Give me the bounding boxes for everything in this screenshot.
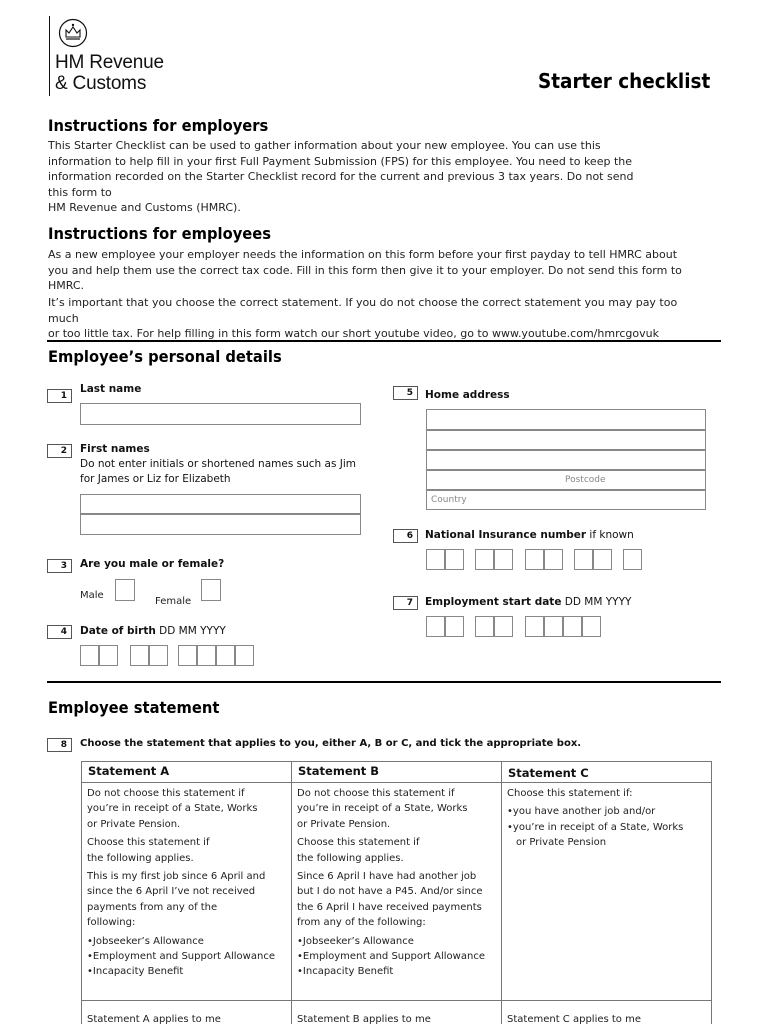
dob-day-1[interactable] — [80, 645, 99, 666]
crown-crest-icon — [58, 18, 88, 48]
male-checkbox[interactable] — [115, 579, 135, 601]
start-year-2[interactable] — [544, 616, 563, 637]
ni-cell-7[interactable] — [574, 549, 593, 570]
dob-year-2[interactable] — [197, 645, 216, 666]
employees-heading: Instructions for employees — [48, 224, 272, 243]
employers-text: This Starter Checklist can be used to gather information about your new employee. You can use this information to help fill in your first Full Payment Submission (FPS) for this employee. You need to keep the information recorded on the Starter Checklist record for the current and previous 3 tax years. Do not send this form to HM Revenue and Customs (HMRC). — [48, 139, 634, 214]
list-item: • you’re in receipt of a State, Works — [507, 820, 706, 835]
male-label: Male — [80, 590, 104, 601]
logo-divider — [49, 16, 50, 96]
list-item: • Employment and Support Allowance — [297, 949, 496, 964]
female-label: Female — [155, 596, 192, 607]
list-item: • Jobseeker’s Allowance — [87, 934, 286, 949]
dob-year-1[interactable] — [178, 645, 197, 666]
country-input[interactable] — [426, 490, 706, 510]
employee-statement-heading: Employee statement — [48, 698, 220, 717]
employers-heading: Instructions for employers — [48, 116, 269, 135]
page-title: Starter checklist — [537, 69, 710, 93]
statement-c-applies[interactable]: Statement C applies to me — [502, 1001, 712, 1024]
address-line-3[interactable] — [426, 450, 706, 470]
statement-c-header: Statement C — [502, 762, 712, 783]
address-line-1[interactable] — [426, 409, 706, 430]
start-month-2[interactable] — [494, 616, 513, 637]
female-checkbox[interactable] — [201, 579, 221, 601]
country-placeholder: Country — [431, 495, 467, 505]
dob-day-2[interactable] — [99, 645, 118, 666]
employees-text-2: It’s important that you choose the correct statement. If you do not choose the correct statement you may pay too much or too little tax. For help filling in this form watch our short youtube video, go to www.youtube.com/hmrcgovuk — [48, 296, 678, 340]
dob-month-2[interactable] — [149, 645, 168, 666]
list-item: • Employment and Support Allowance — [87, 949, 286, 964]
list-item: • Incapacity Benefit — [87, 964, 286, 979]
first-names-input-line2[interactable] — [80, 514, 361, 535]
list-item: • Jobseeker’s Allowance — [297, 934, 496, 949]
postcode-placeholder: Postcode — [565, 475, 606, 485]
home-address-label: Home address — [425, 389, 510, 401]
last-name-label: Last name — [80, 383, 142, 395]
list-item-continuation: or Private Pension — [516, 837, 607, 849]
first-names-input-line1[interactable] — [80, 494, 361, 514]
start-year-1[interactable] — [525, 616, 544, 637]
ni-cell-4[interactable] — [494, 549, 513, 570]
ni-cell-3[interactable] — [475, 549, 494, 570]
ni-cell-2[interactable] — [445, 549, 464, 570]
ni-number-label: National Insurance number if known — [425, 529, 634, 541]
statement-b-body: Do not choose this statement if you’re in receipt of a State, Works or Private Pension. Choose this statement if the following applies. Since 6 April I have had another job but I do not have a P45. And/or since the 6 April I have received payments from any of the following: • Jobseeker’s Allowance • Employment and Support Allowance • Incapacity Benefit — [292, 783, 502, 1001]
statement-c-body: Choose this statement if: • you have another job and/or • you’re in receipt of a State, Works or Private Pension — [502, 783, 712, 1001]
statement-instruction: Choose the statement that applies to you, either A, B or C, and tick the appropriate box. — [80, 738, 582, 749]
last-name-input[interactable] — [80, 403, 361, 425]
dob-year-4[interactable] — [235, 645, 254, 666]
start-year-3[interactable] — [563, 616, 582, 637]
statement-a-body: Do not choose this statement if you’re in receipt of a State, Works or Private Pension. Choose this statement if the following applies. This is my first job since 6 April and since the 6 April I’ve not received payments from any of the following: • Jobseeker’s Allowance • Employment and Support Allowance • Incapacity Benefit — [82, 783, 292, 1001]
section-divider — [47, 340, 721, 342]
ni-cell-1[interactable] — [426, 549, 445, 570]
question-number-4: 4 — [47, 625, 72, 639]
question-number-1: 1 — [47, 389, 72, 403]
start-year-4[interactable] — [582, 616, 601, 637]
statement-table — [81, 761, 712, 1024]
ni-cell-6[interactable] — [544, 549, 563, 570]
question-number-3: 3 — [47, 559, 72, 573]
section-divider — [47, 681, 721, 683]
statement-a-header: Statement A — [82, 762, 292, 783]
question-number-5: 5 — [393, 386, 418, 400]
first-names-label: First names Do not enter initials or shortened names such as Jim for James or Liz for Elizabeth — [80, 443, 357, 485]
dob-label: Date of birth DD MM YYYY — [80, 625, 226, 637]
list-item: • Incapacity Benefit — [297, 964, 496, 979]
address-line-2[interactable] — [426, 430, 706, 450]
question-number-8: 8 — [47, 738, 72, 752]
ni-cell-8[interactable] — [593, 549, 612, 570]
statement-a-applies[interactable]: Statement A applies to me — [82, 1001, 292, 1024]
statement-b-header: Statement B — [292, 762, 502, 783]
start-day-1[interactable] — [426, 616, 445, 637]
dob-month-1[interactable] — [130, 645, 149, 666]
dob-year-3[interactable] — [216, 645, 235, 666]
org-name-line2: & Customs — [55, 73, 147, 94]
ni-cell-5[interactable] — [525, 549, 544, 570]
postcode-input[interactable] — [426, 470, 706, 490]
start-month-1[interactable] — [475, 616, 494, 637]
start-day-2[interactable] — [445, 616, 464, 637]
question-number-7: 7 — [393, 596, 418, 610]
start-date-label: Employment start date DD MM YYYY — [425, 596, 632, 608]
personal-details-heading: Employee’s personal details — [48, 347, 282, 366]
question-number-2: 2 — [47, 444, 72, 458]
question-number-6: 6 — [393, 529, 418, 543]
list-item: • you have another job and/or — [507, 804, 706, 819]
ni-cell-9[interactable] — [623, 549, 642, 570]
employees-text-1: As a new employee your employer needs the information on this form before your first payday to tell HMRC about you and help them use the correct tax code. Fill in this form then give it to your employer. Do not send this form to HMRC. — [48, 248, 682, 292]
gender-label: Are you male or female? — [80, 558, 225, 570]
statement-b-applies[interactable]: Statement B applies to me — [292, 1001, 502, 1024]
org-name-line1: HM Revenue — [55, 52, 164, 73]
